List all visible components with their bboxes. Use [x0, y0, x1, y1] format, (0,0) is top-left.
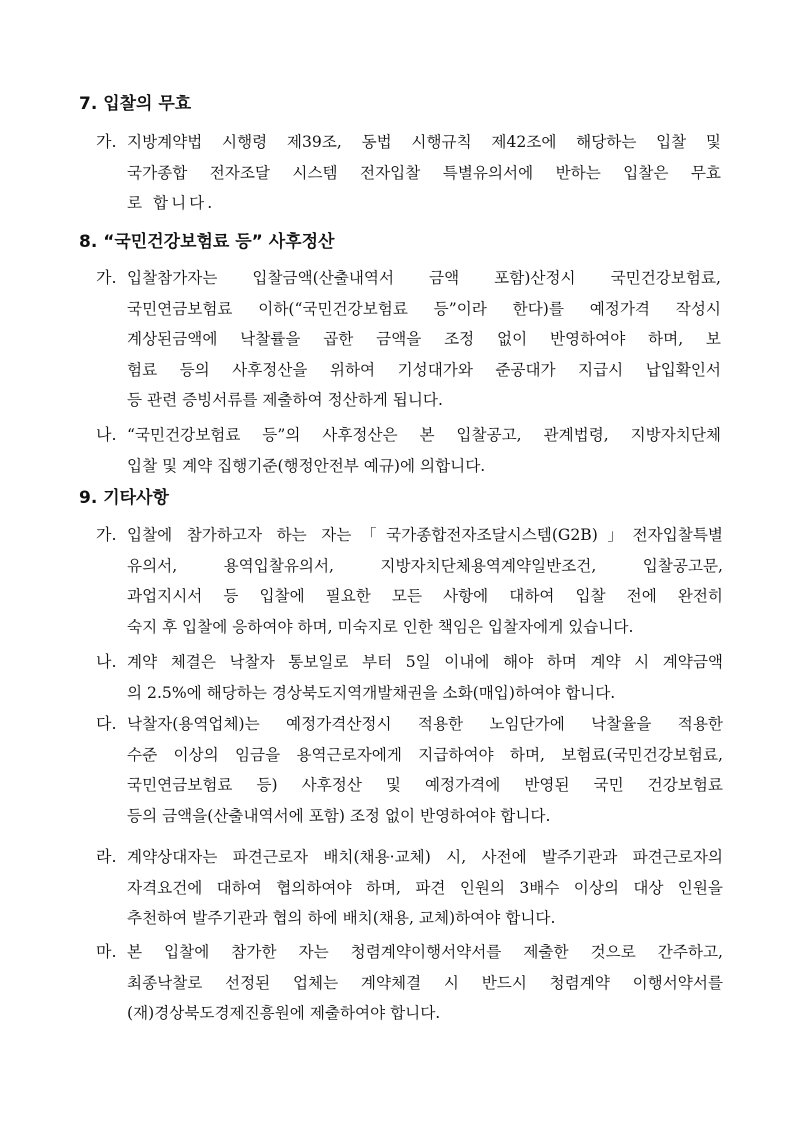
- item-marker: 가.: [96, 525, 117, 544]
- section-8-heading: 8. “국민건강보험료 등” 사후정산: [79, 232, 335, 252]
- text-line: 국민연금보험료 등) 사후정산 및 예정가격에 반영된 국민 건강보험료: [127, 776, 723, 794]
- text-line: 숙지 후 입찰에 응하여야 하며, 미숙지로 인한 책임은 입찰자에게 있습니다.: [127, 617, 634, 636]
- text-line: 계상된금액에 낙찰률을 곱한 금액을 조정 없이 반영하여야 하며, 보: [127, 330, 721, 348]
- text-line: 낙찰자(용역업체)는 예정가격산정시 적용한 노임단가에 낙찰율을 적용한: [127, 715, 723, 733]
- item-marker: 가.: [96, 132, 117, 151]
- text-line: 국민연금보험료 이하(“국민건강보험료 등”이라 한다)를 예정가격 작성시: [127, 299, 721, 318]
- text-line: “국민건강보험료 등”의 사후정산은 본 입찰공고, 관계법령, 지방자치단체: [127, 426, 721, 444]
- text-line: 수준 이상의 임금을 용역근로자에게 지급하여야 하며, 보험료(국민건강보험료,: [127, 745, 723, 764]
- item-marker: 나.: [96, 425, 117, 444]
- text-line: 입찰 및 계약 집행기준(행정안전부 예규)에 의합니다.: [127, 456, 486, 475]
- text-line: 지방계약법 시행령 제39조, 동법 시행규칙 제42조에 해당하는 입찰 및: [127, 133, 721, 151]
- text-line: 본 입찰에 참가한 자는 청렴계약이행서약서를 제출한 것으로 간주하고,: [127, 943, 723, 961]
- item-marker: 다.: [96, 714, 117, 733]
- text-line: 국가종합 전자조달 시스템 전자입찰 특별유의서에 반하는 입찰은 무효: [127, 163, 721, 182]
- text-line: 계약상대자는 파견근로자 배치(채용·교체) 시, 사전에 발주기관과 파견근로자의: [127, 848, 723, 866]
- text-line: 등 관련 증빙서류를 제출하여 정산하게 됩니다.: [127, 391, 443, 409]
- text-line: 등의 금액을(산출내역서에 포함) 조정 없이 반영하여야 합니다.: [127, 806, 551, 825]
- text-line: 입찰에 참가하고자 하는 자는「국가종합전자조달시스템(G2B)」전자입찰특별: [127, 526, 723, 544]
- section-7-heading: 7. 입찰의 무효: [79, 94, 192, 114]
- section-9-heading: 9. 기타사항: [79, 488, 169, 508]
- item-marker: 가.: [96, 268, 117, 287]
- text-line: 입찰참가자는 입찰금액(산출내역서 금액 포함)산정시 국민건강보험료,: [127, 269, 721, 287]
- text-line: 추천하여 발주기관과 협의 하에 배치(채용, 교체)하여야 합니다.: [127, 909, 556, 927]
- text-line: 험료 등의 사후정산을 위하여 기성대가와 준공대가 지급시 납입확인서: [127, 360, 721, 379]
- item-marker: 나.: [96, 652, 117, 671]
- text-line: 자격요건에 대하여 협의하여야 하며, 파견 인원의 3배수 이상의 대상 인원을: [127, 878, 723, 897]
- text-line: 로 합니다.: [127, 194, 216, 212]
- text-line: 최종낙찰로 선정된 업체는 계약체결 시 반드시 청렴계약 이행서약서를: [127, 973, 723, 992]
- text-line: 계약 체결은 낙찰자 통보일로 부터 5일 이내에 해야 하며 계약 시 계약금액: [127, 653, 723, 671]
- item-marker: 라.: [96, 847, 117, 866]
- text-line: (재)경상북도경제진흥원에 제출하여야 합니다.: [127, 1004, 441, 1022]
- text-line: 의 2.5%에 해당하는 경상북도지역개발채권을 소화(매입)하여야 합니다.: [127, 683, 616, 702]
- item-marker: 마.: [96, 942, 117, 961]
- text-line: 과업지시서 등 입찰에 필요한 모든 사항에 대하여 입찰 전에 완전히: [127, 587, 723, 605]
- text-line: 유의서, 용역입찰유의서, 지방자치단체용역계약일반조건, 입찰공고문,: [127, 556, 723, 575]
